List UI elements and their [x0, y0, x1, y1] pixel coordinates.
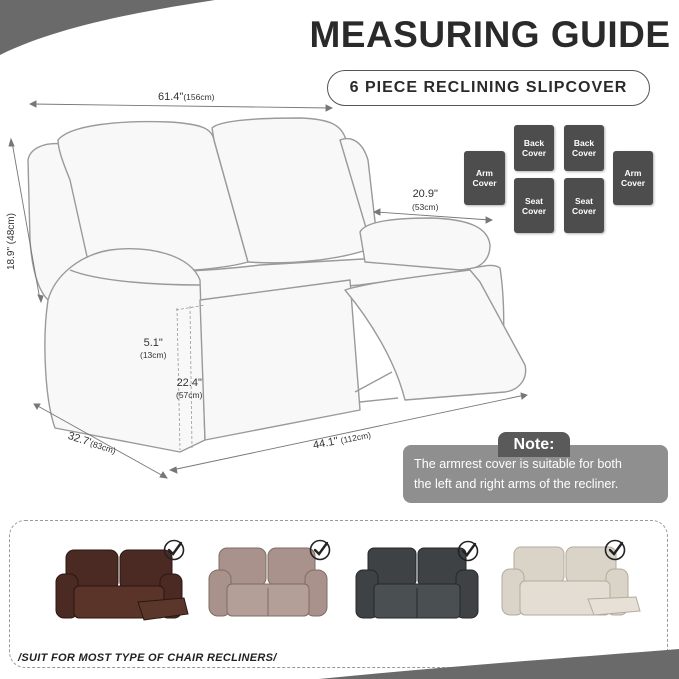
- width-inches: 61.4": [158, 91, 184, 103]
- page-title: MEASURING GUIDE: [309, 14, 671, 55]
- check-circle-icon: [604, 539, 626, 561]
- piece-label-line1: Back: [523, 138, 545, 148]
- armrest-width-label: [412, 188, 438, 214]
- piece-label-line1: Seat: [575, 195, 593, 206]
- piece-label-line2: Cover: [571, 205, 597, 216]
- arm-cover-left-piece: [464, 151, 505, 205]
- armrest-width-inches: 20.9": [412, 188, 438, 200]
- piece-label-line2: Cover: [521, 205, 547, 216]
- piece-label-line1: Arm: [475, 168, 493, 178]
- depth-cm: (83cm): [88, 438, 118, 456]
- height-label: [6, 213, 17, 270]
- bottom-swoosh-decoration: [319, 649, 679, 679]
- piece-label-line2: Cover: [521, 148, 547, 158]
- arm-front-cm: (13cm): [140, 350, 167, 360]
- piece-label-line2: Cover: [472, 178, 497, 188]
- note-heading: Note:: [498, 432, 570, 457]
- back-cover-right-piece: [564, 125, 604, 171]
- compatibility-caption: /SUIT FOR MOST TYPE OF CHAIR RECLINERS/: [18, 652, 277, 664]
- arm-front-inches: 5.1": [143, 337, 163, 349]
- arm-height-cm: (57cm): [176, 390, 203, 400]
- height-inches: 18.9": [6, 246, 17, 270]
- arm-height-inches: 22.4": [176, 377, 202, 389]
- width-cm: (156cm): [183, 92, 215, 102]
- check-circle-icon: [457, 540, 479, 562]
- width-label: [158, 91, 215, 103]
- arm-front-label: [140, 337, 166, 361]
- piece-label-line1: Seat: [525, 195, 543, 206]
- piece-label-line1: Arm: [624, 168, 642, 178]
- armrest-width-cm: (53cm): [412, 202, 439, 212]
- arm-height-label: [176, 377, 202, 401]
- height-cm: (48cm): [6, 213, 17, 245]
- arm-cover-right-piece: [613, 151, 653, 205]
- product-subtitle: 6 PIECE RECLINING SLIPCOVER: [327, 70, 650, 106]
- seat-cover-left-piece: [514, 178, 554, 233]
- depth-inches: 32.7': [66, 430, 93, 449]
- check-circle-icon: [163, 539, 185, 561]
- seat-cover-right-piece: [564, 178, 604, 233]
- bottom-width-inches: 44.1": [312, 435, 340, 452]
- note-text-line1: The armrest cover is suitable for both: [414, 457, 622, 471]
- piece-label-line2: Cover: [620, 178, 646, 188]
- piece-label-line2: Cover: [571, 148, 597, 158]
- back-cover-left-piece: [514, 125, 554, 171]
- note-text-line2: the left and right arms of the recliner.: [414, 477, 619, 491]
- piece-label-line1: Back: [573, 138, 595, 148]
- check-circle-icon: [309, 539, 331, 561]
- bottom-width-cm: (112cm): [339, 429, 372, 446]
